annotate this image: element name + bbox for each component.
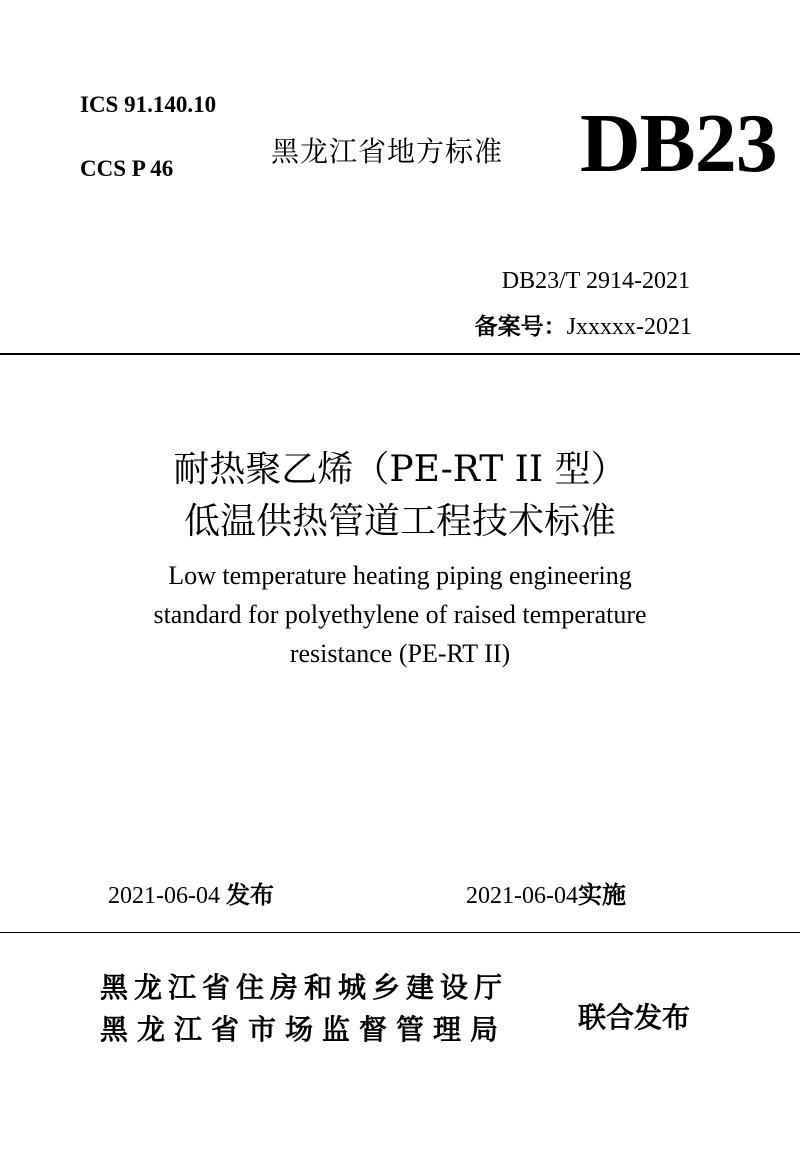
english-title-line-2: standard for polyethylene of raised temperature [153, 600, 647, 629]
bottom-divider [0, 932, 800, 933]
top-divider [0, 353, 800, 355]
ccs-code: CCS P 46 [80, 156, 174, 181]
ics-code: ICS 91.140.10 [80, 92, 217, 117]
english-title-line-1: Low temperature heating piping engineering [168, 561, 632, 590]
issuer-market-regulation: 黑龙江省市场监督管理局 [100, 1013, 508, 1046]
issue-label: 发布 [225, 881, 274, 909]
english-title-line-3: resistance (PE-RT II) [289, 639, 511, 668]
record-value: Jxxxxx-2021 [566, 314, 692, 340]
standard-category: 黑龙江省地方标准 [271, 135, 504, 168]
issue-date [108, 875, 274, 910]
issuer-housing-department: 黑龙江省住房和城乡建设厅 [100, 971, 509, 1004]
chinese-title [0, 444, 800, 548]
db-logo: DB23 [580, 97, 777, 190]
chinese-title-line-1: 耐热聚乙烯（PE-RT II 型） [173, 449, 627, 490]
english-title [0, 556, 800, 673]
issue-date-value: 2021-06-04 [108, 883, 220, 909]
record-label: 备案号： [474, 314, 567, 340]
implement-date [466, 875, 626, 910]
record-number [475, 308, 692, 341]
implement-label: 实施 [577, 881, 626, 909]
joint-issue-label: 联合发布 [578, 1001, 691, 1034]
standard-number: DB23/T 2914-2021 [501, 268, 690, 294]
chinese-title-line-2: 低温供热管道工程技术标准 [183, 501, 616, 542]
implement-date-value: 2021-06-04 [466, 883, 578, 909]
